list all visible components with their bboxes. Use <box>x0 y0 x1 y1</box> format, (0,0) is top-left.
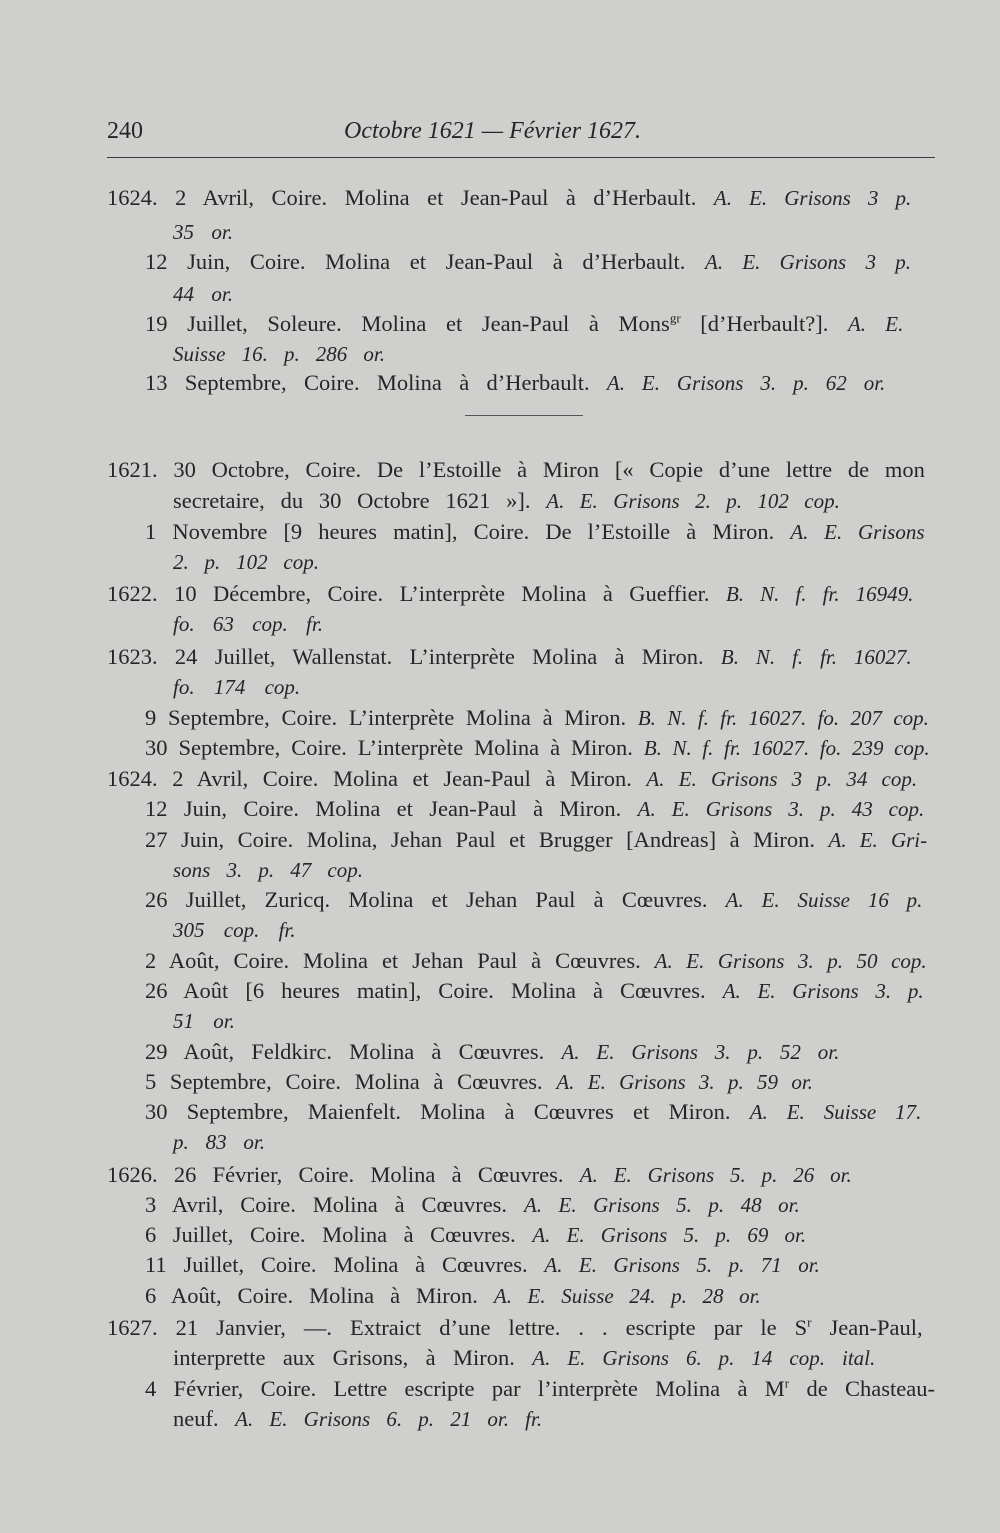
text-line <box>173 548 319 576</box>
text-line <box>173 487 840 515</box>
text-line <box>145 1251 820 1279</box>
text-segment: 30 Septembre, Coire. L’interprète Molina à Miron. <box>145 735 644 760</box>
text-segment: 26 Juillet, Zuricq. Molina et Jehan Paul à Cœuvres. <box>145 887 726 912</box>
text-segment: A. E. Grisons 3 p. <box>705 250 911 274</box>
text-segment: sons 3. p. 47 cop. <box>173 858 363 882</box>
text-segment: Suisse 16. p. 286 or. <box>173 342 385 366</box>
text-line <box>107 580 913 608</box>
text-segment: Jean-Paul, <box>811 1315 923 1340</box>
text-segment: B. N. f. fr. 16949. <box>725 582 914 606</box>
text-segment: 29 Août, Feldkirc. Molina à Cœuvres. <box>145 1039 562 1064</box>
text-segment: A. E. <box>847 312 904 336</box>
text-segment: A. E. Grisons 3. p. 52 or. <box>561 1040 840 1064</box>
text-line <box>173 280 233 308</box>
text-segment: 19 Juillet, Soleure. Molina et Jean-Paul à Mons <box>145 311 670 336</box>
text-segment: A. E. Grisons 3. p. 59 or. <box>556 1070 813 1094</box>
text-segment: 1621. 30 Octobre, Coire. De l’Estoille à Miron [« Copie d’une lettre de mon <box>107 457 925 482</box>
text-segment: 1626. 26 Février, Coire. Molina à Cœuvres. <box>107 1162 580 1187</box>
text-segment: p. 83 or. <box>173 1130 265 1154</box>
text-segment: A. E. Grisons 6. p. 14 cop. ital. <box>532 1346 876 1370</box>
page-header <box>107 118 935 158</box>
text-segment: A. E. Grisons 5. p. 48 or. <box>523 1193 800 1217</box>
text-line <box>145 1068 813 1096</box>
text-segment: fo. 174 cop. <box>173 675 301 699</box>
text-segment: A. E. Grisons 3. p. 50 cop. <box>654 949 927 973</box>
text-line <box>145 1282 761 1310</box>
text-segment: 6 Juillet, Coire. Molina à Cœuvres. <box>145 1222 533 1247</box>
text-line <box>145 795 924 823</box>
header-rule <box>107 157 935 158</box>
text-segment: gr <box>669 310 681 326</box>
text-segment: interprette aux Grisons, à Miron. <box>173 1345 533 1370</box>
text-segment: B. N. f. fr. 16027. <box>720 645 912 669</box>
text-segment: 51 or. <box>173 1009 235 1033</box>
text-line <box>145 369 885 397</box>
text-segment: A. E. Grisons 5. p. 26 or. <box>579 1163 852 1187</box>
section-separator <box>465 415 583 416</box>
text-line <box>173 1128 265 1156</box>
text-line <box>145 704 929 732</box>
text-segment: 1623. 24 Juillet, Wallenstat. L’interprète Molina à Miron. <box>107 644 721 669</box>
running-title: Octobre 1621 — Février 1627. <box>344 118 642 144</box>
text-segment: A. E. Grisons 5. p. 71 or. <box>544 1253 820 1277</box>
text-line <box>173 610 323 638</box>
text-segment: B. N. f. fr. 16027. fo. 239 cop. <box>643 736 930 760</box>
text-segment: 5 Septembre, Coire. Molina à Cœuvres. <box>145 1069 557 1094</box>
text-segment: 35 or. <box>173 220 233 244</box>
text-segment: 6 Août, Coire. Molina à Miron. <box>145 1283 494 1308</box>
text-line <box>145 977 924 1005</box>
text-segment: [d’Herbault?]. <box>680 311 848 336</box>
text-line <box>173 218 233 246</box>
text-line <box>145 248 911 276</box>
text-segment: A. E. Grisons 2. p. 102 cop. <box>546 489 840 513</box>
text-segment: 2. p. 102 cop. <box>173 550 319 574</box>
text-segment: 11 Juillet, Coire. Molina à Cœuvres. <box>145 1252 545 1277</box>
text-segment: 1627. 21 Janvier, —. Extraict d’une lettre. . . escripte par le S <box>107 1315 808 1340</box>
text-segment: 27 Juin, Coire. Molina, Jehan Paul et Brugger [Andreas] à Miron. <box>145 827 829 852</box>
text-segment: r <box>784 1375 790 1391</box>
text-line <box>145 1098 921 1126</box>
text-segment: 13 Septembre, Coire. Molina à d’Herbault. <box>145 370 607 395</box>
text-line <box>173 856 363 884</box>
text-segment: B. N. f. fr. 16027. fo. 207 cop. <box>637 706 929 730</box>
text-segment: 26 Août [6 heures matin], Coire. Molina à Cœuvres. <box>145 978 723 1003</box>
text-segment: 1622. 10 Décembre, Coire. L’interprète Molina à Gueffier. <box>107 581 726 606</box>
text-segment: 1 Novembre [9 heures matin], Coire. De l’Estoille à Miron. <box>145 519 791 544</box>
text-segment: 30 Septembre, Maienfelt. Molina à Cœuvres et Miron. <box>145 1099 750 1124</box>
text-line <box>173 916 296 944</box>
text-line <box>107 1314 923 1342</box>
text-segment: 1624. 2 Avril, Coire. Molina et Jean-Paul à d’Herbault. <box>107 185 714 210</box>
text-segment: A. E. Grisons 6. p. 21 or. fr. <box>235 1407 543 1431</box>
text-line <box>145 1191 800 1219</box>
text-line <box>145 734 930 762</box>
text-segment: 12 Juin, Coire. Molina et Jean-Paul à d’Herbault. <box>145 249 706 274</box>
page-number: 240 <box>107 118 143 144</box>
text-line <box>173 673 300 701</box>
text-segment: 2 Août, Coire. Molina et Jehan Paul à Cœuvres. <box>145 948 655 973</box>
text-line <box>107 765 917 793</box>
text-line <box>107 1161 852 1189</box>
text-segment: 305 cop. fr. <box>173 918 296 942</box>
text-segment: de Chasteau- <box>789 1376 935 1401</box>
text-segment: 44 or. <box>173 282 233 306</box>
text-segment: neuf. <box>173 1406 236 1431</box>
text-line <box>107 643 912 671</box>
text-line <box>145 947 927 975</box>
text-line <box>173 1405 542 1433</box>
text-line <box>145 310 903 338</box>
text-segment: fo. 63 cop. fr. <box>173 612 323 636</box>
text-line <box>145 518 925 546</box>
text-segment: A. E. Grisons 3. p. 62 or. <box>606 371 886 395</box>
text-segment: A. E. Grisons 3 p. <box>713 186 912 210</box>
text-line <box>145 1038 839 1066</box>
text-segment: secretaire, du 30 Octobre 1621 »]. <box>173 488 547 513</box>
text-line <box>145 1375 935 1403</box>
text-segment: A. E. Grisons 3. p. 43 cop. <box>637 797 925 821</box>
text-segment: A. E. Suisse 16 p. <box>725 888 923 912</box>
text-line <box>173 340 385 368</box>
text-segment: 4 Février, Coire. Lettre escripte par l’interprète Molina à M <box>145 1376 785 1401</box>
text-line <box>173 1344 875 1372</box>
text-segment: 12 Juin, Coire. Molina et Jean-Paul à Miron. <box>145 796 638 821</box>
text-line <box>145 886 922 914</box>
text-segment: A. E. Suisse 17. <box>749 1100 922 1124</box>
text-segment: A. E. Grisons 3 p. 34 cop. <box>646 767 918 791</box>
text-segment: 9 Septembre, Coire. L’interprète Molina à Miron. <box>145 705 638 730</box>
text-line <box>145 826 927 854</box>
text-segment: A. E. Suisse 24. p. 28 or. <box>493 1284 761 1308</box>
text-line <box>107 456 925 484</box>
text-segment: A. E. Grisons 5. p. 69 or. <box>532 1223 807 1247</box>
text-segment: A. E. Grisons <box>790 520 925 544</box>
text-line <box>145 1221 806 1249</box>
text-segment: 3 Avril, Coire. Molina à Cœuvres. <box>145 1192 524 1217</box>
text-segment: A. E. Gri- <box>828 828 928 852</box>
text-line <box>173 1007 235 1035</box>
text-segment: A. E. Grisons 3. p. <box>722 979 924 1003</box>
text-segment: 1624. 2 Avril, Coire. Molina et Jean-Paul à Miron. <box>107 766 647 791</box>
text-line <box>107 184 911 212</box>
text-segment: r <box>807 1314 812 1330</box>
